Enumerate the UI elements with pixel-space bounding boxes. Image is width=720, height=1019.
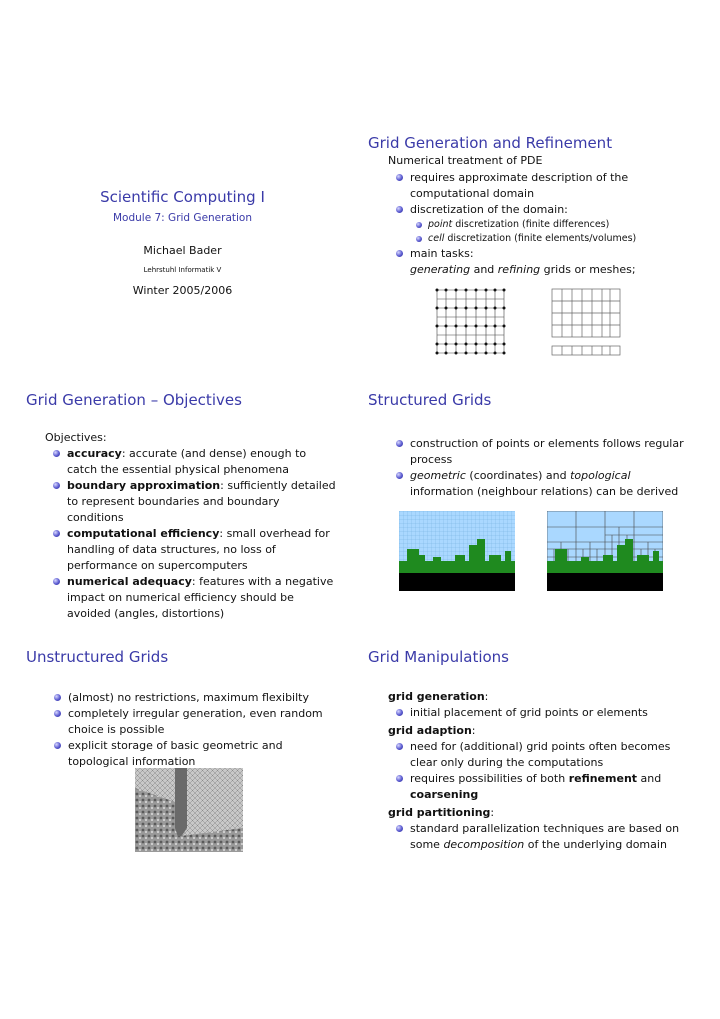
bullet-explicit-storage: explicit storage of basic geometric and topological information [54, 738, 336, 770]
bullet-icon [53, 530, 60, 537]
objective-adequacy: numerical adequacy: features with a negative impact on numerical efficiency should be avoided (angles, distortions) [53, 574, 337, 622]
slide-title-manipulations: Grid Manipulations [368, 648, 509, 666]
bullet-icon [54, 742, 61, 749]
term: Winter 2005/2006 [132, 284, 233, 297]
slide-title-objectives: Grid Generation – Objectives [26, 391, 242, 409]
bullet-icon [416, 222, 422, 228]
bullet-icon [53, 450, 60, 457]
bullet-icon [396, 775, 403, 782]
bullet-icon [396, 440, 403, 447]
slide5-body [54, 690, 336, 770]
cell-grid-figure [550, 286, 630, 364]
bullet-regular-process: construction of points or elements follows regular process [396, 436, 688, 468]
deck-title: Scientific Computing I [100, 188, 265, 206]
bullet-irregular: completely irregular generation, even random choice is possible [54, 706, 336, 738]
slide4-body [396, 436, 688, 500]
bullet-icon [396, 709, 403, 716]
objective-accuracy: accuracy: accurate (and dense) enough to catch the essential physical phenomena [53, 446, 337, 478]
slide-title-structured: Structured Grids [368, 391, 492, 409]
bullet-decomposition: standard parallelization techniques are based on some decomposition of the underlying domain [396, 821, 688, 853]
deck-subtitle: Module 7: Grid Generation [112, 212, 253, 224]
bullet-geometric-topological: geometric (coordinates) and topological information (neighbour relations) can be derived [396, 468, 688, 500]
bullet-approx: requires approximate description of the computational domain [396, 170, 688, 202]
uniform-grid-figure [399, 511, 515, 591]
slide3-body [45, 430, 337, 622]
sub-bullet-cell: cell discretization (finite elements/volumes) [416, 232, 688, 246]
bullet-icon [53, 482, 60, 489]
sub-bullet-point: point discretization (finite differences) [416, 218, 688, 232]
bullet-icon [396, 743, 403, 750]
slide2-body [388, 153, 688, 278]
objective-boundary: boundary approximation: sufficiently detailed to represent boundaries and boundary conditions [53, 478, 337, 526]
slide-title-unstructured: Unstructured Grids [26, 648, 169, 666]
bullet-icon [54, 694, 61, 701]
title-slide [40, 188, 325, 297]
bullet-icon [396, 250, 403, 257]
bullet-discretization: discretization of the domain: point discretization (finite differences) cell discretization (finite elements/volumes) [396, 202, 688, 246]
unstructured-mesh-image [135, 768, 243, 852]
bullet-icon [396, 206, 403, 213]
adaptive-grid-figure [547, 511, 663, 591]
institute: Lehrstuhl Informatik V [143, 266, 222, 274]
bullet-icon [416, 236, 422, 242]
bullet-initial-placement: initial placement of grid points or elements [396, 705, 688, 721]
slide6-body [388, 689, 688, 853]
bullet-additional-points: need for (additional) grid points often becomes clear only during the computations [396, 739, 688, 771]
slide-title-grid-generation: Grid Generation and Refinement [368, 134, 613, 152]
objective-efficiency: computational efficiency: small overhead for handling of data structures, no loss of performance on supercomputers [53, 526, 337, 574]
heading-grid-partitioning: grid partitioning: [388, 806, 495, 819]
objectives-label: Objectives: [45, 431, 107, 444]
bullet-main-tasks: main tasks: generating and refining grids or meshes; [396, 246, 688, 278]
bullet-no-restrictions: (almost) no restrictions, maximum flexibilty [54, 690, 336, 706]
bullet-icon [396, 825, 403, 832]
bullet-icon [396, 472, 403, 479]
bullet-icon [396, 174, 403, 181]
bullet-refine-coarsen: requires possibilities of both refinement and coarsening [396, 771, 688, 803]
point-grid-figure [432, 286, 512, 364]
bullet-icon [54, 710, 61, 717]
slide2-intro: Numerical treatment of PDE [388, 154, 543, 167]
author: Michael Bader [143, 244, 222, 257]
heading-grid-adaption: grid adaption: [388, 724, 476, 737]
bullet-icon [53, 578, 60, 585]
heading-grid-generation: grid generation: [388, 690, 489, 703]
